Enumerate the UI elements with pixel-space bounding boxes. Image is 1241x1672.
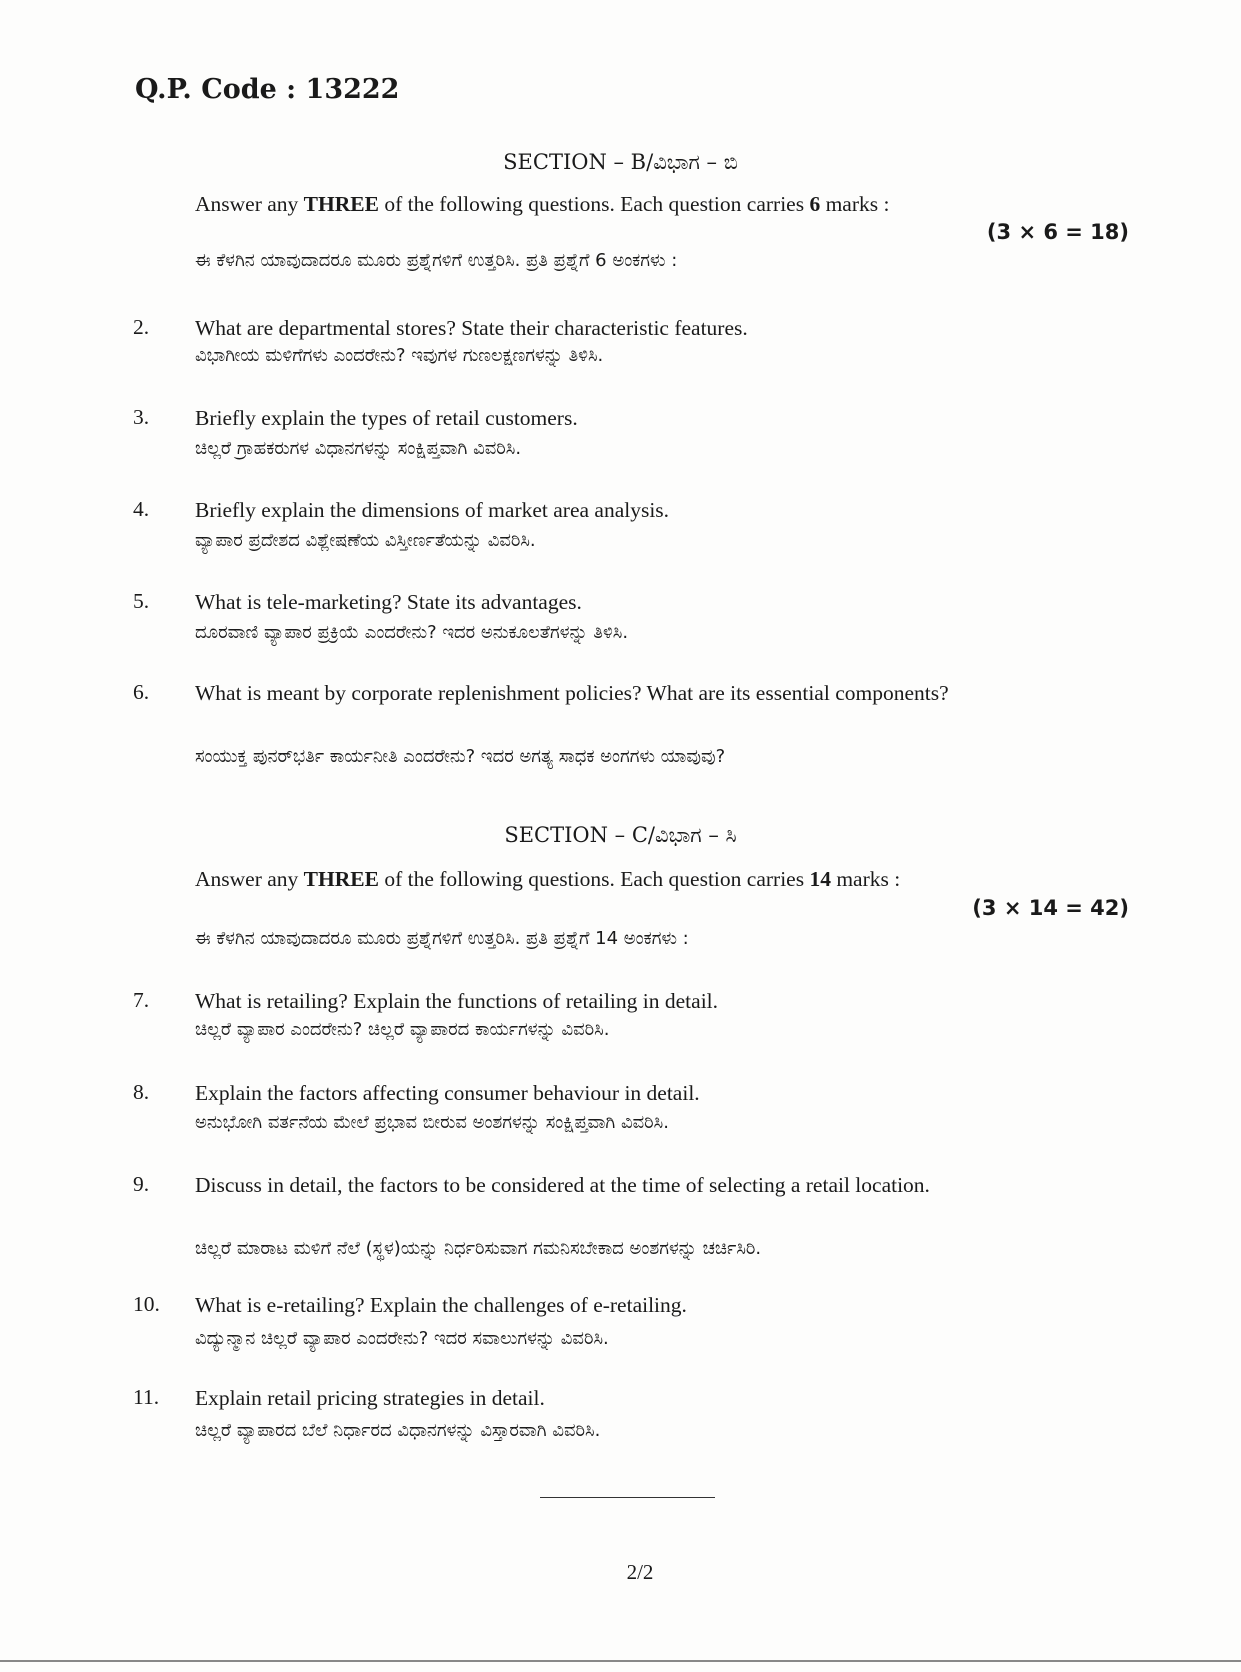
section-b-instruction-kannada: ಈ ಕೆಳಗಿನ ಯಾವುದಾದರೂ ಮೂರು ಪ್ರಶ್ನೆಗಳಿಗೆ ಉತ್ತರಿಸಿ. ಪ್ರತಿ ಪ್ರಶ್ನೆಗೆ 6 ಅಂಕಗಳು :: [195, 250, 678, 271]
question-kannada: ಸಂಯುಕ್ತ ಪುನರ್‌ಭರ್ತಿ ಕಾರ್ಯನೀತಿ ಎಂದರೇನು? ಇದರ ಅಗತ್ಯ ಸಾಧಕ ಅಂಗಗಳು ಯಾವುವು?: [195, 746, 726, 767]
section-b-instruction: [195, 192, 889, 217]
question-kannada: ಅನುಭೋಗಿ ವರ್ತನೆಯ ಮೇಲೆ ಪ್ರಭಾವ ಬೀರುವ ಅಂಶಗಳನ್ನು ಸಂಕ್ಷಿಪ್ತವಾಗಿ ವಿವರಿಸಿ.: [195, 1112, 669, 1133]
question-english: Explain retail pricing strategies in detail.: [195, 1386, 545, 1410]
question-english: Briefly explain the dimensions of market area analysis.: [195, 498, 670, 522]
question-kannada: ದೂರವಾಣಿ ವ್ಯಾಪಾರ ಪ್ರಕ್ರಿಯೆ ಎಂದರೇನು? ಇದರ ಅನುಕೂಲತೆಗಳನ್ನು ತಿಳಿಸಿ.: [195, 622, 629, 643]
instruction-text: marks :: [820, 192, 890, 216]
end-rule: [540, 1497, 715, 1498]
question-number: 10.: [133, 1292, 160, 1316]
question-kannada: ವಿಭಾಗೀಯ ಮಳಿಗೆಗಳು ಎಂದರೇನು? ಇವುಗಳ ಗುಣಲಕ್ಷಣಗಳನ್ನು ತಿಳಿಸಿ.: [195, 345, 604, 366]
question-english: What is e-retailing? Explain the challenges of e-retailing.: [195, 1293, 687, 1317]
section-c-instruction-kannada: ಈ ಕೆಳಗಿನ ಯಾವುದಾದರೂ ಮೂರು ಪ್ರಶ್ನೆಗಳಿಗೆ ಉತ್ತರಿಸಿ. ಪ್ರತಿ ಪ್ರಶ್ನೆಗೆ 14 ಅಂಕಗಳು :: [195, 928, 689, 949]
question-english: What is retailing? Explain the functions of retailing in detail.: [195, 989, 719, 1013]
question-english: Discuss in detail, the factors to be considered at the time of selecting a retail location.: [195, 1173, 930, 1197]
question-kannada: ವಿದ್ಯುನ್ಮಾನ ಚಿಲ್ಲರೆ ವ್ಯಾಪಾರ ಎಂದರೇನು? ಇದರ ಸವಾಲುಗಳನ್ನು ವಿವರಿಸಿ.: [195, 1328, 609, 1349]
section-b-heading: SECTION – B/ವಿಭಾಗ – ಬಿ: [503, 150, 738, 174]
question-number: 5.: [133, 589, 150, 613]
question-english: What are departmental stores? State their characteristic features.: [195, 316, 748, 340]
section-c-instruction: [195, 867, 900, 892]
question-number: 7.: [133, 988, 150, 1012]
question-kannada: ಚಿಲ್ಲರೆ ವ್ಯಾಪಾರ ಎಂದರೇನು? ಚಿಲ್ಲರೆ ವ್ಯಾಪಾರದ ಕಾರ್ಯಗಳನ್ನು ವಿವರಿಸಿ.: [195, 1019, 610, 1040]
question-number: 8.: [133, 1080, 150, 1104]
instruction-text: marks :: [830, 867, 901, 891]
question-english: Briefly explain the types of retail customers.: [195, 406, 578, 430]
question-kannada: ಚಿಲ್ಲರೆ ಗ್ರಾಹಕರುಗಳ ವಿಧಾನಗಳನ್ನು ಸಂಕ್ಷಿಪ್ತವಾಗಿ ವಿವರಿಸಿ.: [195, 438, 522, 459]
scan-edge-divider: [0, 1660, 1241, 1662]
question-kannada: ಚಿಲ್ಲರೆ ವ್ಯಾಪಾರದ ಬೆಲೆ ನಿರ್ಧಾರದ ವಿಧಾನಗಳನ್ನು ವಿಸ್ತಾರವಾಗಿ ವಿವರಿಸಿ.: [195, 1420, 601, 1441]
question-number: 6.: [133, 680, 150, 704]
question-number: 11.: [133, 1385, 160, 1409]
instruction-text: of the following questions. Each question carries: [378, 192, 810, 216]
section-b-marks: (3 × 6 = 18): [986, 220, 1129, 244]
instruction-text: of the following questions. Each question carries: [378, 867, 810, 891]
instruction-marks: 6: [809, 192, 821, 216]
instruction-bold: THREE: [303, 192, 379, 216]
question-english: What is tele-marketing? State its advantages.: [195, 590, 582, 614]
instruction-text: Answer any: [195, 192, 304, 216]
question-number: 2.: [133, 315, 150, 339]
question-english: What is meant by corporate replenishment policies? What are its essential components?: [195, 681, 949, 705]
instruction-text: Answer any: [195, 867, 304, 891]
section-c-heading: SECTION – C/ವಿಭಾಗ – ಸಿ: [504, 823, 737, 847]
instruction-marks: 14: [809, 867, 831, 891]
qp-code: Q.P. Code : 13222: [135, 74, 400, 105]
page-number: 2/2: [626, 1560, 654, 1584]
question-kannada: ವ್ಯಾಪಾರ ಪ್ರದೇಶದ ವಿಶ್ಲೇಷಣೆಯ ವಿಸ್ತೀರ್ಣತೆಯನ್ನು ವಿವರಿಸಿ.: [195, 530, 536, 551]
section-c-marks: (3 × 14 = 42): [972, 896, 1129, 920]
question-number: 9.: [133, 1172, 150, 1196]
question-english: Explain the factors affecting consumer behaviour in detail.: [195, 1081, 700, 1105]
instruction-bold: THREE: [303, 867, 379, 891]
question-kannada: ಚಿಲ್ಲರೆ ಮಾರಾಟ ಮಳಿಗೆ ನೆಲೆ (ಸ್ಥಳ)ಯನ್ನು ನಿರ್ಧರಿಸುವಾಗ ಗಮನಿಸಬೇಕಾದ ಅಂಶಗಳನ್ನು ಚರ್ಚಿಸಿರಿ.: [195, 1238, 762, 1259]
question-number: 4.: [133, 497, 150, 521]
question-number: 3.: [133, 405, 150, 429]
